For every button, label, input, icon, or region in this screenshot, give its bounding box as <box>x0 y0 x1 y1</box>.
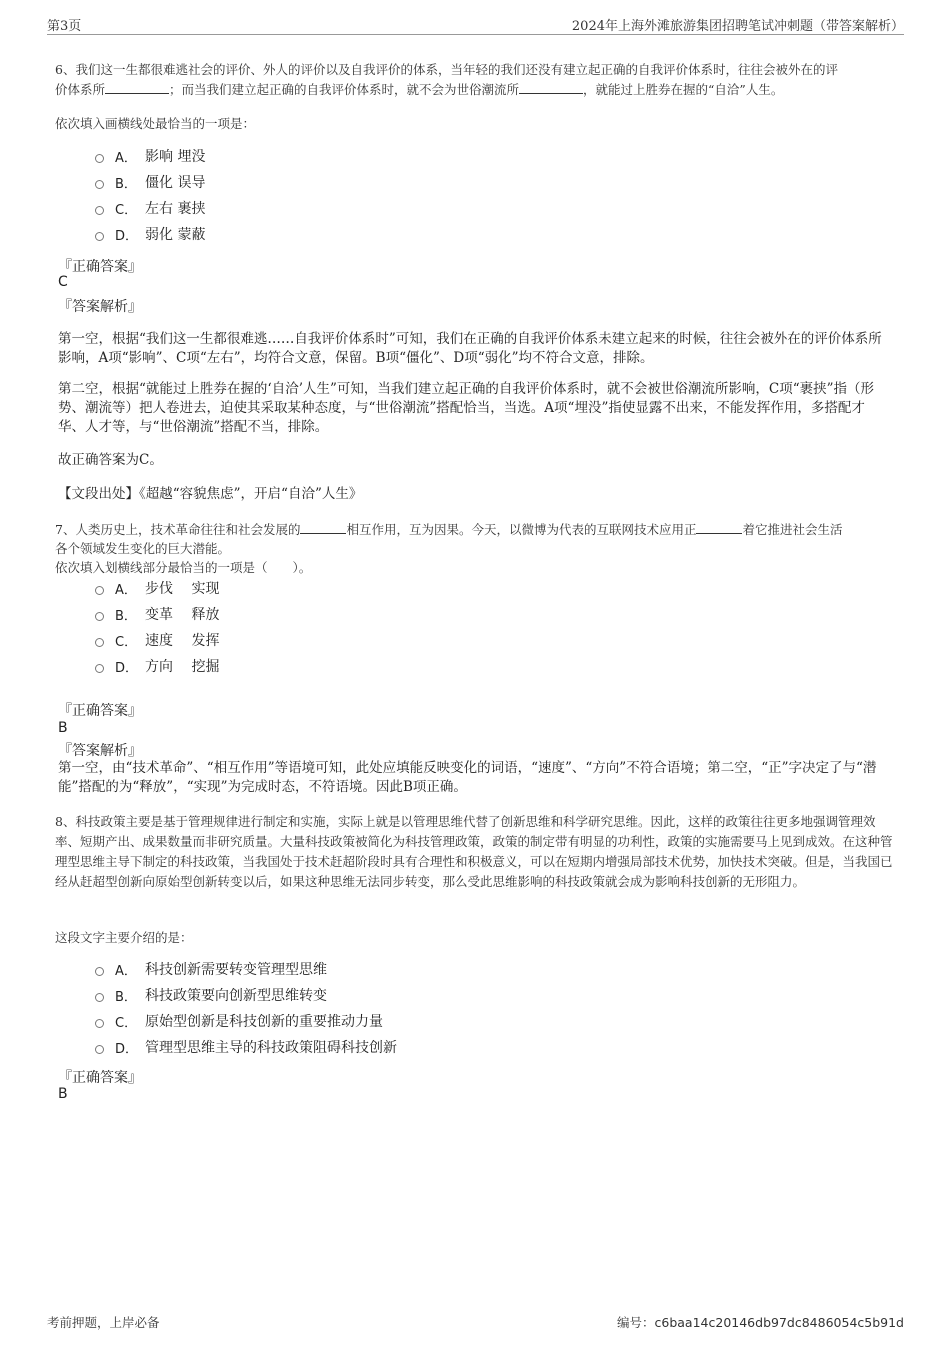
question-8-stem: 8、科技政策主要是基于管理规律进行制定和实施，实际上就是以管理思维代替了创新思维和科学研究思维。因此，这样的政策往往更多地强调管理效率、短期产出、成果数量而非研究质量。大量科技政策被简化为科技管理政策，政策的制定带有明显的功利性，政策的实施需要马上见到成效。在这种管理型思维主导下制定的科技政策，当我国处于技术赶超阶段时具有合理性和积极意义，可以在短期内增强局部技术优势，加快技术突破。但是，当我国已经从赶超型创新向原始型创新转变以后，如果这种思维无法同步转变，那么受此思维影响的科技政策就会成为影响科技创新的无形阻力。 <box>55 814 893 889</box>
radio-icon[interactable] <box>95 586 104 595</box>
correct-answer-label: 『正确答案』 <box>58 1070 142 1086</box>
fill-blank <box>519 92 583 94</box>
fill-blank <box>696 532 742 534</box>
analysis-conclusion: 故正确答案为C。 <box>58 452 163 468</box>
document-title: 2024年上海外滩旅游集团招聘笔试冲刺题（带答案解析） <box>571 19 904 34</box>
page-number: 第3页 <box>47 19 82 34</box>
analysis-label: 『答案解析』 <box>58 743 142 759</box>
fill-blank <box>300 532 346 534</box>
question-6-stem-line-1: 6、我们这一生都很难逃社会的评价、外人的评价以及自我评价的体系，当年轻的我们还没有建立起正确的自我评价体系时，往往会被外在的评 <box>55 62 838 77</box>
radio-icon[interactable] <box>95 1019 104 1028</box>
correct-answer-value: B <box>58 1086 68 1102</box>
footer-slogan: 考前押题，上岸必备 <box>47 1315 160 1330</box>
radio-icon[interactable] <box>95 206 104 215</box>
analysis-paragraph: 第二空，根据“就能过上胜券在握的‘自洽’人生”可知，当我们建立起正确的自我评价体系时，就不会被世俗潮流所影响，C项“裹挟”指（形势、潮流等）把人卷进去，迫使其采取某种态度，与“世俗潮流”搭配恰当，当选。A项“埋没”指使显露不出来，不能发挥作用，多搭配才华、人才等，与“世俗潮流”搭配不当，排除。 <box>58 381 875 435</box>
fill-blank <box>105 92 169 94</box>
correct-answer-label: 『正确答案』 <box>58 259 142 275</box>
radio-icon[interactable] <box>95 232 104 241</box>
correct-answer-label: 『正确答案』 <box>58 703 142 719</box>
radio-icon[interactable] <box>95 664 104 673</box>
radio-icon[interactable] <box>95 154 104 163</box>
radio-icon[interactable] <box>95 993 104 1002</box>
radio-icon[interactable] <box>95 612 104 621</box>
correct-answer-value: C <box>58 274 68 290</box>
question-6-prompt: 依次填入画横线处最恰当的一项是： <box>55 116 256 131</box>
question-6-stem <box>55 60 900 100</box>
question-7-stem-line-2: 各个领域发生变化的巨大潜能。 <box>55 541 231 556</box>
analysis-paragraph: 第一空，由“技术革命”、“相互作用”等语境可知，此处应填能反映变化的词语，“速度”、“方向”不符合语境；第二空，“正”字决定了与“潜能”搭配的为“释放”，“实现”为完成时态，不符语境。因此B项正确。 <box>58 760 877 795</box>
question-6-stem-line-2: 价体系所 ；而当我们建立起正确的自我评价体系时，就不会为世俗潮流所 ，就能过上胜券在握的“自洽”人生。 <box>55 82 784 97</box>
question-7-stem-line-1: 7、人类历史上，技术革命往往和社会发展的 相互作用，互为因果。今天，以微博为代表的互联网技术应用正 着它推进社会生活 <box>55 522 843 537</box>
document-code: 编号：c6baa14c20146db97dc8486054c5b91d <box>617 1315 904 1330</box>
question-8-prompt: 这段文字主要介绍的是： <box>55 930 193 945</box>
question-7-stem <box>55 520 900 577</box>
source-citation: 【文段出处】《超越“容貌焦虑”，开启“自洽”人生》 <box>58 486 363 502</box>
radio-icon[interactable] <box>95 638 104 647</box>
page-header <box>47 14 904 35</box>
radio-icon[interactable] <box>95 180 104 189</box>
question-7-prompt: 依次填入划横线部分最恰当的一项是（ ）。 <box>55 560 312 575</box>
analysis-paragraph: 第一空，根据“我们这一生都很难逃……自我评价体系时”可知，我们在正确的自我评价体系未建立起来的时候，往往会被外在的评价体系所影响，A项“影响”、C项“左右”，均符合文意，保留。B项“僵化”、D项“弱化”均不符合文意，排除。 <box>58 331 882 366</box>
radio-icon[interactable] <box>95 967 104 976</box>
radio-icon[interactable] <box>95 1045 104 1054</box>
correct-answer-value: B <box>58 720 68 736</box>
analysis-label: 『答案解析』 <box>58 299 142 315</box>
